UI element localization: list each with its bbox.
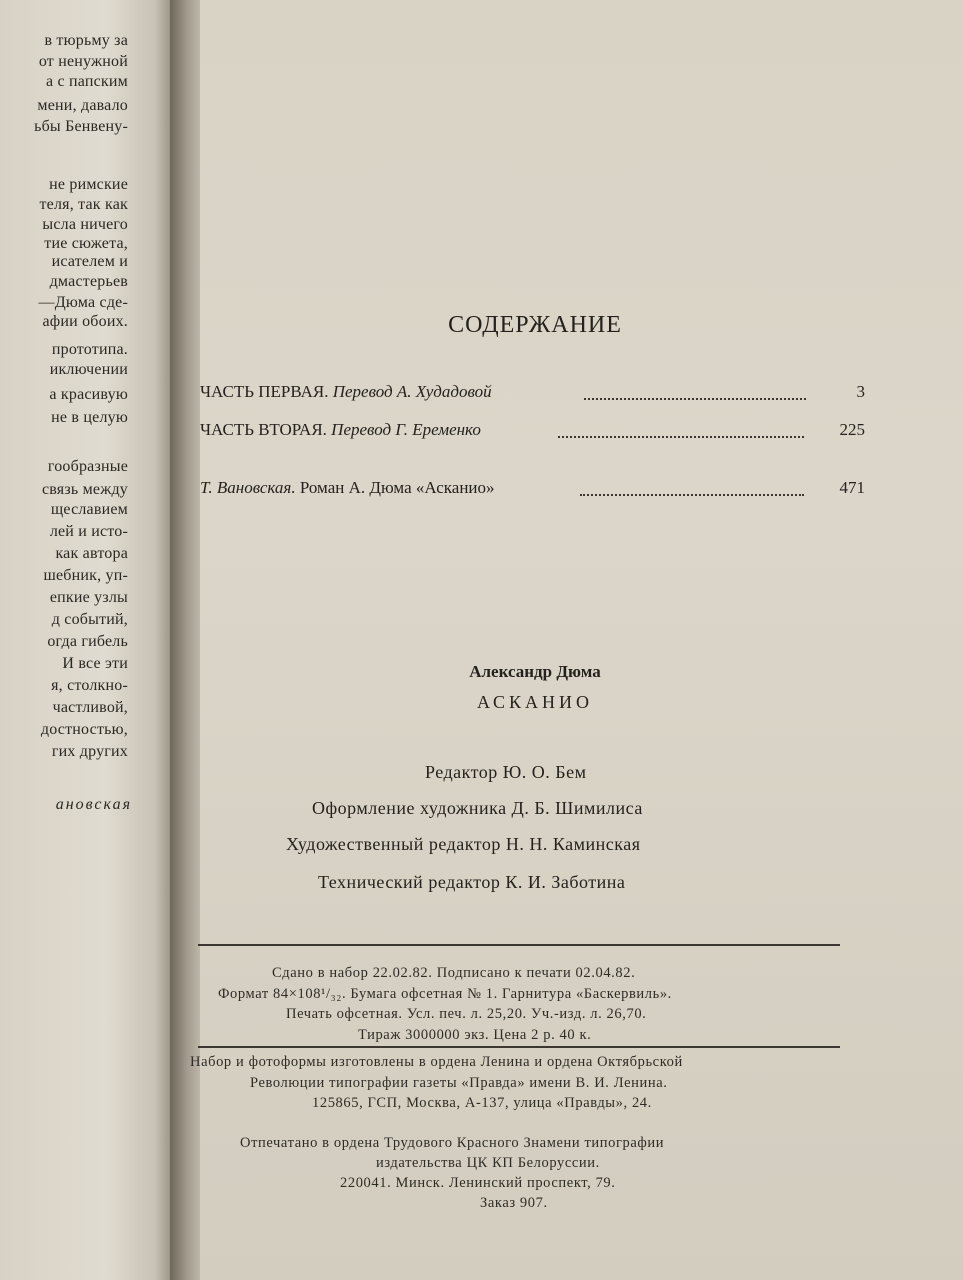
left-page-line: епкие узлы bbox=[49, 589, 128, 606]
imprint-rule-top bbox=[198, 944, 840, 946]
imprint-line: Тираж 3000000 экз. Цена 2 р. 40 к. bbox=[358, 1027, 592, 1043]
contents-entry-text bbox=[200, 478, 495, 498]
left-page-line: ысла ничего bbox=[42, 216, 128, 233]
contents-entry-translator: Перевод А. Худадовой bbox=[332, 382, 492, 401]
left-page-line: афии обоих. bbox=[42, 313, 128, 330]
left-page-line: —Дюма сде- bbox=[38, 294, 128, 311]
right-page bbox=[190, 0, 963, 1280]
credit-designer: Оформление художника Д. Б. Шимилиса bbox=[312, 798, 643, 818]
contents-entry-page: 3 bbox=[856, 382, 865, 401]
left-page-line: исателем и bbox=[51, 253, 128, 270]
contents-entry-text bbox=[200, 420, 481, 440]
left-page-line: мени, давало bbox=[37, 97, 128, 114]
left-page-line: д событий, bbox=[51, 611, 128, 628]
left-page-line: И все эти bbox=[62, 655, 128, 672]
left-page-line: лей и исто- bbox=[49, 523, 128, 540]
book-author: Александр Дюма bbox=[469, 662, 601, 681]
left-page-line: шебник, уп- bbox=[43, 567, 128, 584]
credit-art-editor: Художественный редактор Н. Н. Каминская bbox=[286, 834, 641, 854]
left-page-line: частливой, bbox=[52, 699, 128, 716]
contents-entry-author: Т. Вановская. bbox=[200, 478, 296, 497]
contents-entry-translator: Перевод Г. Еременко bbox=[331, 420, 481, 439]
left-page-line: теля, так как bbox=[39, 196, 128, 213]
imprint-line: Революции типографии газеты «Правда» имени В. И. Ленина. bbox=[250, 1075, 668, 1091]
contents-entry bbox=[200, 478, 865, 502]
imprint-line: Печать офсетная. Усл. печ. л. 25,20. Уч.-изд. л. 26,70. bbox=[286, 1006, 647, 1022]
contents-entry-text bbox=[200, 382, 492, 402]
imprint-line: Формат 84×108¹/₃₂. Бумага офсетная № 1. Гарнитура «Баскервиль». bbox=[218, 986, 672, 1002]
left-page-line: как автора bbox=[55, 545, 128, 562]
imprint-line: 220041. Минск. Ленинский проспект, 79. bbox=[340, 1175, 616, 1191]
left-page-line: гообразные bbox=[47, 458, 128, 475]
credit-tech-editor: Технический редактор К. И. Заботина bbox=[318, 872, 626, 892]
left-page-line: прототипа. bbox=[51, 341, 128, 358]
imprint-line: Заказ 907. bbox=[480, 1195, 548, 1211]
left-page-line: ьбы Бенвену- bbox=[34, 118, 128, 135]
left-page-line: иключении bbox=[49, 361, 128, 378]
imprint-rule-bottom bbox=[198, 1046, 840, 1048]
contents-entry bbox=[200, 382, 865, 406]
left-page-line: я, столкно- bbox=[51, 677, 128, 694]
left-page-line: дмастерьев bbox=[49, 273, 128, 290]
imprint-line: Сдано в набор 22.02.82. Подписано к печати 02.04.82. bbox=[272, 965, 636, 981]
contents-entry-page: 225 bbox=[839, 420, 865, 439]
left-page-line: а красивую bbox=[49, 386, 128, 403]
left-page-line: тие сюжета, bbox=[44, 235, 128, 252]
imprint-line: издательства ЦК КП Белоруссии. bbox=[376, 1155, 600, 1171]
left-page-line: гих других bbox=[51, 743, 128, 760]
left-page-line: не римские bbox=[49, 176, 128, 193]
book-title: АСКАНИО bbox=[476, 692, 594, 712]
contents-entry-label: ЧАСТЬ ВТОРАЯ. bbox=[200, 420, 327, 439]
imprint-line: Отпечатано в ордена Трудового Красного Знамени типографии bbox=[240, 1135, 665, 1151]
left-page-line: а с папским bbox=[46, 73, 128, 90]
left-page-fragment bbox=[0, 0, 176, 1280]
left-page-line: не в целую bbox=[51, 409, 128, 426]
left-page-line: щеславием bbox=[50, 501, 128, 518]
left-page-line: огда гибель bbox=[47, 633, 128, 650]
imprint-line: Набор и фотоформы изготовлены в ордена Ленина и ордена Октябрьской bbox=[190, 1054, 683, 1070]
dot-leader bbox=[558, 436, 804, 438]
contents-entry bbox=[200, 420, 865, 444]
credit-editor: Редактор Ю. О. Бем bbox=[425, 762, 587, 782]
contents-entry-label: Роман А. Дюма «Асканио» bbox=[299, 478, 495, 497]
left-page-signature: ановская bbox=[55, 796, 132, 813]
left-page-line: связь между bbox=[41, 481, 128, 498]
contents-heading: СОДЕРЖАНИЕ bbox=[448, 312, 622, 338]
dot-leader bbox=[580, 494, 804, 496]
left-page-line: от ненужной bbox=[38, 53, 128, 70]
contents-entry-page: 471 bbox=[839, 478, 865, 497]
dot-leader bbox=[584, 398, 806, 400]
contents-entry-label: ЧАСТЬ ПЕРВАЯ. bbox=[200, 382, 329, 401]
imprint-line: 125865, ГСП, Москва, А-137, улица «Правды», 24. bbox=[312, 1095, 652, 1111]
left-page-line: достностью, bbox=[40, 721, 128, 738]
left-page-line: в тюрьму за bbox=[44, 32, 128, 49]
